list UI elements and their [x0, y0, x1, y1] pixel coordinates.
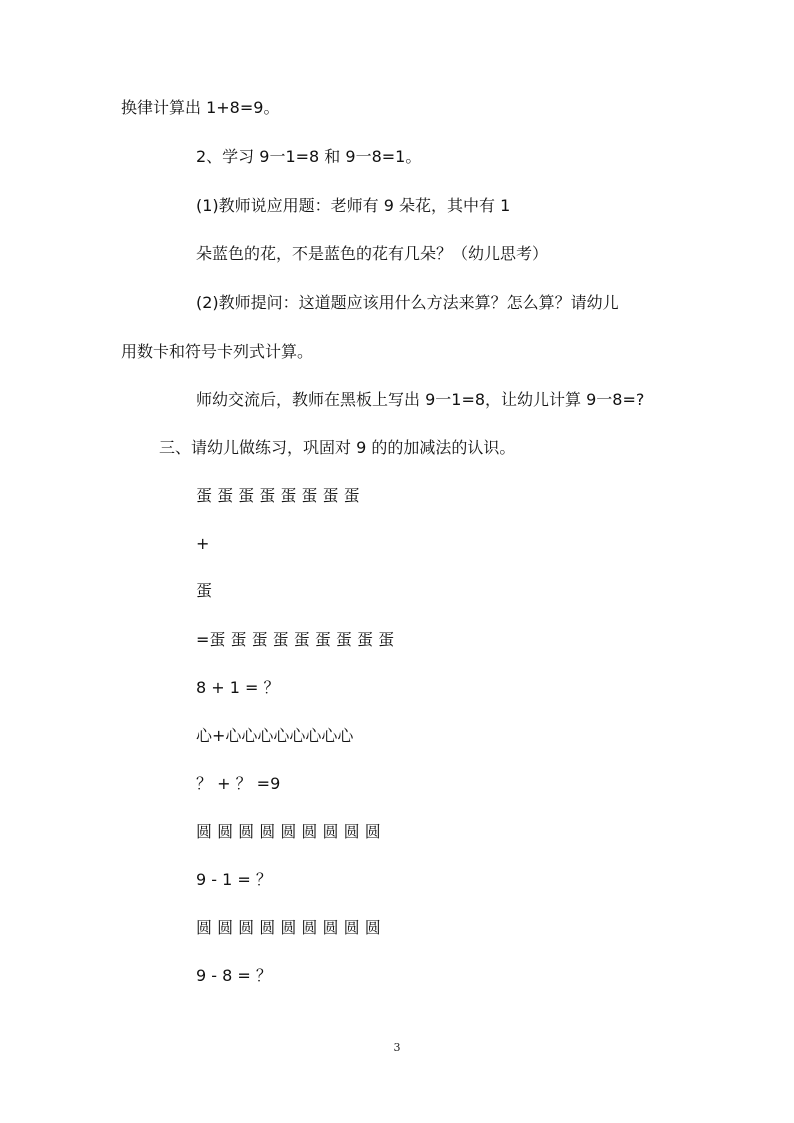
text-line: 师幼交流后，教师在黑板上写出 9一1=8，让幼儿计算 9一8=? [196, 390, 645, 409]
exercise-line: 9 - 8 = ？ [196, 966, 272, 985]
text-line: (1)教师说应用题：老师有 9 朵花，其中有 1 [196, 196, 511, 215]
text-line: 换律计算出 1+8=9。 [121, 98, 280, 117]
exercise-line: 心+心心心心心心心心 [196, 726, 354, 745]
exercise-line: 圆 圆 圆 圆 圆 圆 圆 圆 圆 [196, 822, 381, 841]
text-line: 2、学习 9一1=8 和 9一8=1。 [196, 147, 422, 166]
exercise-line: + [196, 534, 210, 553]
text-line: 朵蓝色的花，不是蓝色的花有几朵？（幼儿思考） [196, 244, 549, 263]
text-line: (2)教师提问：这道题应该用什么方法来算？怎么算？请幼儿 [196, 293, 619, 312]
page-number: 3 [393, 1041, 401, 1054]
exercise-line: 8 + 1 = ？ [196, 678, 280, 697]
exercise-line: ？ + ？ =9 [196, 774, 281, 793]
exercise-line: =蛋 蛋 蛋 蛋 蛋 蛋 蛋 蛋 蛋 [196, 630, 395, 649]
exercise-line: 蛋 [196, 581, 213, 600]
text-line: 用数卡和符号卡列式计算。 [121, 342, 314, 361]
exercise-line: 蛋 蛋 蛋 蛋 蛋 蛋 蛋 蛋 [196, 486, 360, 505]
exercise-line: 9 - 1 = ？ [196, 870, 272, 889]
exercise-line: 圆 圆 圆 圆 圆 圆 圆 圆 圆 [196, 918, 381, 937]
text-line: 三、请幼儿做练习，巩固对 9 的的加减法的认识。 [159, 438, 516, 457]
